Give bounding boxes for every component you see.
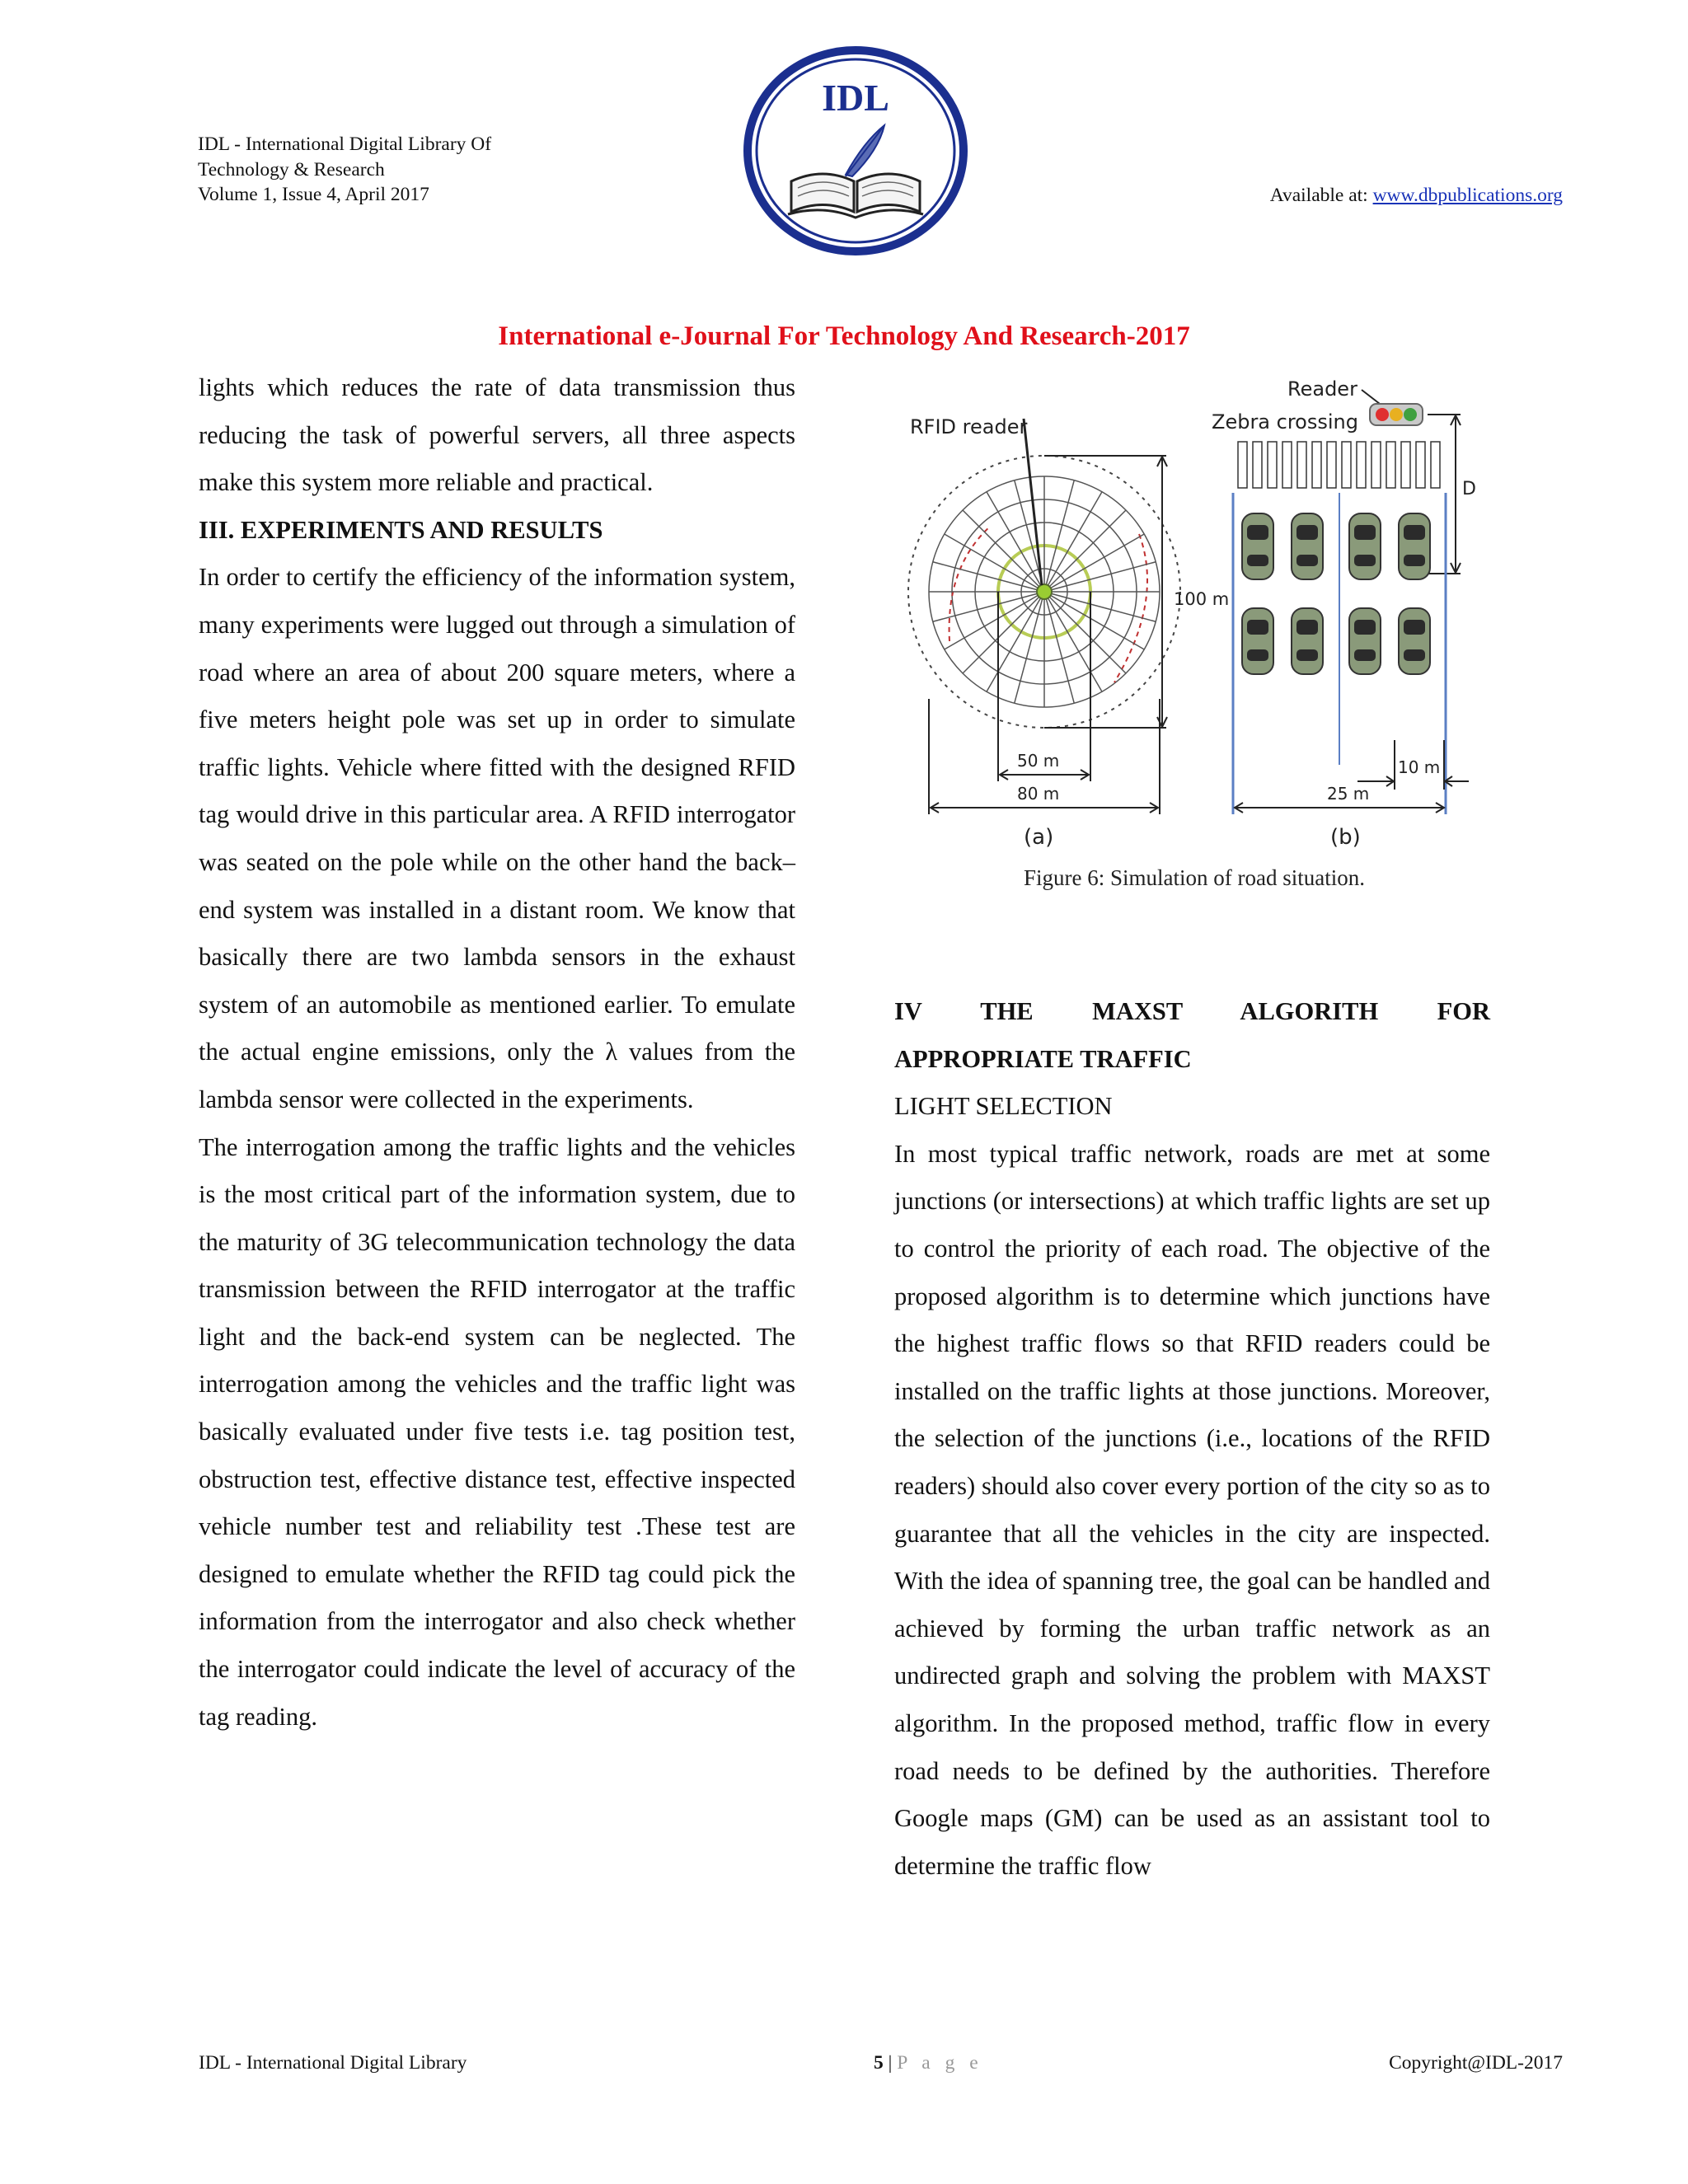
traffic-light-icon [1370,404,1423,425]
heading-word-the: THE [980,997,1034,1025]
section-heading-maxst-line1 [894,988,1490,1036]
road-situation-diagram [1212,377,1476,850]
heading-word-algorith: ALGORITH [1240,997,1379,1025]
right-paragraph-1: In most typical traffic network, roads are met at some junctions (or intersections) at which traffic lights are set up to control the priority of each road. The objective of the proposed algorithm is to determine which junctions have the highest traffic flows so that RFID readers could be installed on the traffic lights at those junctions. Moreover, the selection of the junctions (i.e., locations of the RFID readers) should also cover every portion of the city so as to guarantee that all the vehicles in the city are inspected. With the idea of spanning tree, the goal can be handled and achieved by forming the urban traffic network as an undirected graph and solving the problem with MAXST algorithm. In the proposed method, traffic flow in every road needs to be defined by the authorities. Therefore Google maps (GM) can be used as an assistant tool to determine the traffic flow [894,1139,1490,1880]
left-paragraph-1: lights which reduces the rate of data transmission thus reducing the task of powerful servers, all three aspects make this system more reliable and practical. [199,373,795,497]
section-heading-maxst-line2: APPROPRIATE TRAFFIC [894,1044,1192,1073]
label-50m: 50 m [1017,751,1060,771]
header-library-line2: Technology & Research [198,158,385,180]
heading-word-maxst: MAXST [1092,997,1183,1025]
car-icon [1349,513,1381,579]
label-reader: Reader [1287,377,1357,401]
rfid-coverage-diagram [908,415,1229,850]
label-zebra-crossing: Zebra crossing [1212,410,1358,434]
section-heading-experiments: III. EXPERIMENTS AND RESULTS [199,515,603,544]
right-column [894,988,1490,1890]
car-icon [1242,513,1273,579]
publisher-link[interactable]: www.dbpublications.org [1372,185,1563,206]
left-paragraph-2: In order to certify the efficiency of the information system, many experiments were lugged out through a simulation of road where an area of about 200 square meters, where a five meters height pole was set up in order to simulate traffic lights. Vehicle where fitted with the designed RFID tag would drive in this particular area. A RFID interrogator was seated on the pole while on the other hand the back–end system was installed in a distant room. We know that basically there are two lambda sensors in the exhaust system of an automobile as mentioned earlier. To emulate the actual engine emissions, only the λ values from the lambda sensor were collected in the experiments. [199,563,795,1113]
section-heading-maxst-line3: LIGHT SELECTION [894,1092,1113,1121]
left-paragraph-3: The interrogation among the traffic lights and the vehicles is the most critical part of the information system, due to the maturity of 3G telecommunication technology the data transmission between the RFID interrogator at the traffic light and the back-end system can be neglected. The interrogation among the vehicles and the traffic light was basically evaluated under five tests i.e. tag position test, obstruction test, effective distance test, effective inspected vehicle number test and reliability test .These test are designed to emulate whether the RFID tag could pick the information from the interrogator and also check whether the interrogator could indicate the level of accuracy of the tag reading. [199,1132,795,1731]
car-icon [1349,608,1381,674]
heading-word-for: FOR [1437,997,1491,1025]
left-column [199,364,795,1741]
label-100m: 100 m [1174,589,1230,609]
journal-title: International e-Journal For Technology And Research-2017 [498,321,1190,351]
header-library-info [198,132,491,208]
idl-logo [740,43,971,259]
footer-library: IDL - International Digital Library [199,2052,467,2074]
label-rfid-reader: RFID reader [910,415,1028,438]
page-word: P a g e [897,2052,983,2074]
label-b: (b) [1330,825,1361,850]
car-icon [1399,513,1430,579]
label-a: (a) [1024,825,1054,850]
label-d: D [1462,479,1476,499]
car-icon [1292,608,1323,674]
car-icon [1242,608,1273,674]
car-icon [1292,513,1323,579]
footer-copyright: Copyright@IDL-2017 [1389,2052,1563,2074]
page-number: 5 [874,2052,884,2074]
car-icon [1399,608,1430,674]
figure-road-simulation [900,369,1477,905]
footer-page-number [874,2052,983,2074]
label-80m: 80 m [1017,784,1060,804]
page-separator: | [883,2052,898,2074]
header-availability [1270,183,1563,208]
header-library-line1: IDL - International Digital Library Of [198,134,492,155]
available-label: Available at: [1269,185,1373,206]
header-volume: Volume 1, Issue 4, April 2017 [198,184,429,205]
heading-word-iv: IV [894,997,922,1025]
logo-text: IDL [822,77,889,119]
label-10m: 10 m [1398,757,1441,777]
label-25m: 25 m [1327,784,1370,804]
figure-caption: Figure 6: Simulation of road situation. [1024,865,1365,890]
